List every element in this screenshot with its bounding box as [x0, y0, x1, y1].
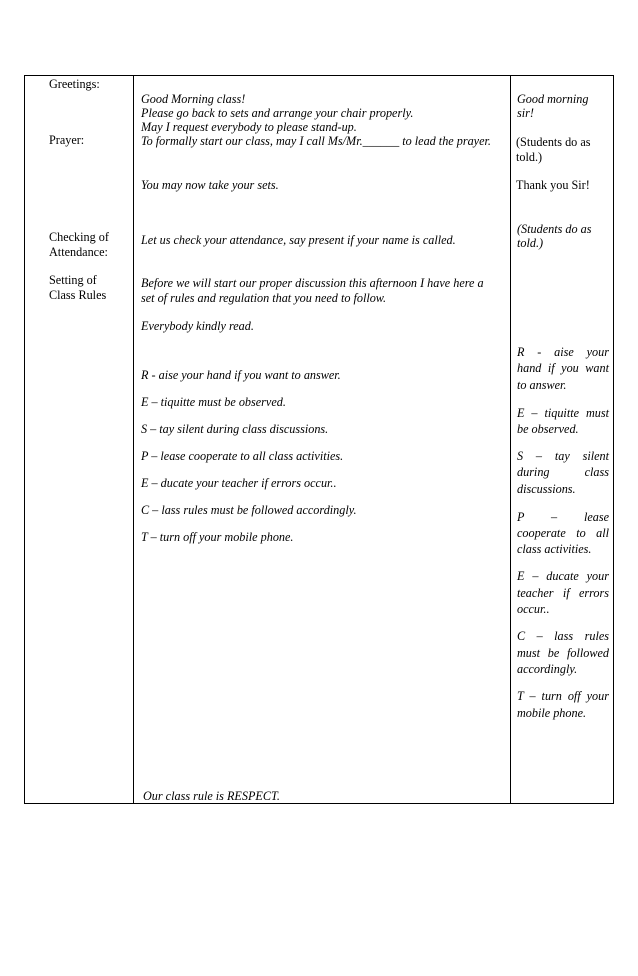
student-rule-s-3: discussions. — [517, 482, 576, 496]
student-line-2a: (Students do as — [516, 135, 591, 149]
teacher-line-5: You may now take your sets. — [141, 178, 279, 192]
rule-s: S – tay silent during class discussions. — [141, 422, 329, 436]
teacher-line-4: To formally start our class, may I call Ms/Mr.______ to lead the prayer. — [141, 134, 491, 148]
teacher-line-3: May I request everybody to please stand-up. — [141, 120, 357, 134]
student-rule-c-2: must be followed — [517, 646, 609, 660]
label-greetings: Greetings: — [49, 77, 100, 91]
student-rule-s-2: during class — [517, 465, 609, 479]
student-rule-t-1: T – turn off your — [517, 689, 609, 703]
label-setting-2: Class Rules — [49, 288, 107, 302]
label-setting-1: Setting of — [49, 273, 97, 287]
column-divider-left — [133, 76, 134, 803]
student-line-4a: (Students do as — [517, 222, 592, 236]
rule-e1: E – tiquitte must be observed. — [141, 395, 286, 409]
student-rule-c-3: accordingly. — [517, 662, 578, 676]
student-rule-e2-1: E – ducate your — [517, 569, 609, 583]
label-prayer: Prayer: — [49, 133, 85, 147]
closing-line: Our class rule is RESPECT. — [143, 789, 280, 803]
student-rule-r-1: R - aise your — [517, 345, 609, 359]
rule-r: R - aise your hand if you want to answer. — [141, 368, 341, 382]
student-rule-e2-3: occur.. — [517, 602, 550, 616]
student-rule-e2-2: teacher if errors — [517, 586, 609, 600]
student-line-4b: told.) — [517, 236, 544, 250]
student-rule-r-3: to answer. — [517, 378, 567, 392]
student-rule-c-1: C – lass rules — [517, 629, 609, 643]
student-rule-r-2: hand if you want — [517, 361, 609, 375]
teacher-line-6: Let us check your attendance, say present if your name is called. — [141, 233, 456, 247]
student-rule-t-2: mobile phone. — [517, 706, 587, 720]
rule-e2: E – ducate your teacher if errors occur.. — [141, 476, 337, 490]
label-checking-1: Checking of — [49, 230, 109, 244]
student-line-3: Thank you Sir! — [516, 178, 590, 192]
teacher-line-2: Please go back to sets and arrange your chair properly. — [141, 106, 414, 120]
teacher-line-8: set of rules and regulation that you need to follow. — [141, 291, 387, 305]
student-rule-e1-1: E – tiquitte must — [517, 406, 609, 420]
rule-c: C – lass rules must be followed accordingly. — [141, 503, 357, 517]
teacher-line-9: Everybody kindly read. — [141, 319, 254, 333]
student-rule-e1-2: be observed. — [517, 422, 579, 436]
student-line-1a: Good morning — [517, 92, 589, 106]
rule-t: T – turn off your mobile phone. — [141, 530, 294, 544]
label-checking-2: Attendance: — [49, 245, 108, 259]
student-rule-p-1: P – lease — [517, 510, 609, 524]
teacher-line-1: Good Morning class! — [141, 92, 246, 106]
student-line-2b: told.) — [516, 150, 543, 164]
student-rule-p-3: class activities. — [517, 542, 592, 556]
student-rule-s-1: S – tay silent — [517, 449, 609, 463]
teacher-line-7: Before we will start our proper discussion this afternoon I have here a — [141, 276, 484, 290]
student-rule-p-2: cooperate to all — [517, 526, 609, 540]
column-divider-right — [510, 76, 511, 803]
rule-p: P – lease cooperate to all class activities. — [141, 449, 344, 463]
student-line-1b: sir! — [517, 106, 534, 120]
